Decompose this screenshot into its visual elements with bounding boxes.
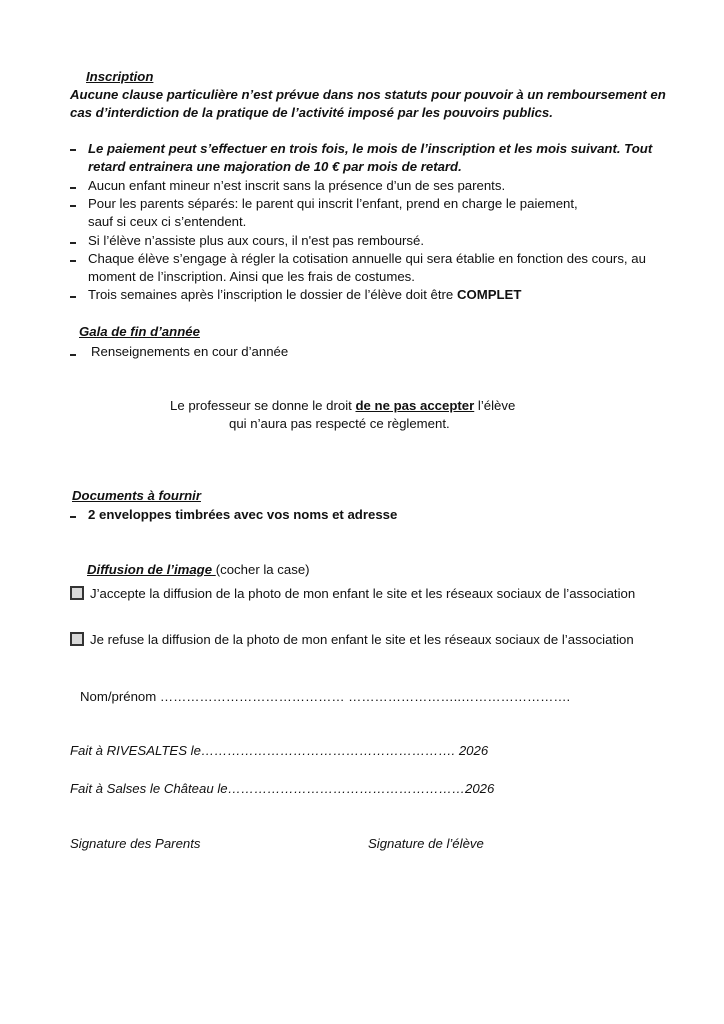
inscription-heading: Inscription bbox=[86, 69, 154, 84]
list-item: Pour les parents séparés: le parent qui inscrit l’enfant, prend en charge le paiement, bbox=[88, 196, 578, 211]
documents-heading: Documents à fournir bbox=[72, 488, 201, 503]
list-item: Si l’élève n’assiste plus aux cours, il n'est pas remboursé. bbox=[88, 233, 425, 248]
list-item: Aucun enfant mineur n’est inscrit sans la présence d’un de ses parents. bbox=[88, 178, 506, 193]
bullet-dash bbox=[70, 205, 76, 207]
bullet-dash bbox=[70, 354, 76, 356]
clause-line-2: cas d’interdiction de la pratique de l’activité imposé par les pouvoirs publics. bbox=[70, 105, 553, 120]
accept-label: J’accepte la diffusion de la photo de mon enfant le site et les réseaux sociaux de l’association bbox=[90, 586, 636, 601]
notice-text: Le professeur se donne le droit bbox=[170, 398, 356, 413]
signature-parents-label: Signature des Parents bbox=[70, 836, 201, 851]
bullet-dash bbox=[70, 296, 76, 298]
clause-line-1: Aucune clause particulière n’est prévue dans nos statuts pour pouvoir à un remboursement en bbox=[70, 87, 666, 102]
notice-line-2: qui n’aura pas respecté ce règlement. bbox=[229, 416, 450, 431]
notice-emphasis: de ne pas accepter bbox=[355, 398, 475, 413]
list-item-continuation: sauf si ceux ci s’entendent. bbox=[88, 214, 247, 229]
bullet-dash bbox=[70, 260, 76, 262]
accept-checkbox[interactable] bbox=[70, 586, 84, 600]
bullet-dash bbox=[70, 187, 76, 189]
image-rights-hint: (cocher la case) bbox=[215, 562, 310, 577]
gala-item: Renseignements en cour d’année bbox=[91, 344, 289, 359]
notice-line-1 bbox=[170, 398, 515, 413]
list-item-continuation: moment de l’inscription. Ainsi que les frais de costumes. bbox=[88, 269, 415, 284]
list-item: Le paiement peut s’effectuer en trois fois, le mois de l’inscription et les mois suivant. Tout bbox=[88, 141, 653, 156]
list-item-text: Trois semaines après l’inscription le dossier de l’élève doit être bbox=[88, 287, 457, 302]
list-item: Chaque élève s’engage à régler la cotisation annuelle qui sera établie en fonction des cours, au bbox=[88, 251, 646, 266]
gala-heading: Gala de fin d’année bbox=[79, 324, 200, 339]
bullet-dash bbox=[70, 149, 76, 151]
refuse-label: Je refuse la diffusion de la photo de mon enfant le site et les réseaux sociaux de l’association bbox=[90, 632, 634, 647]
notice-text-end: l’élève bbox=[474, 398, 516, 413]
fait-salses-field[interactable]: Fait à Salses le Château le………………………………………………2026 bbox=[70, 781, 495, 796]
bullet-dash bbox=[70, 516, 76, 518]
documents-item: 2 enveloppes timbrées avec vos noms et adresse bbox=[88, 507, 398, 522]
complet-emphasis: COMPLET bbox=[456, 287, 522, 302]
bullet-dash bbox=[70, 242, 76, 244]
signature-eleve-label: Signature de l’élève bbox=[368, 836, 484, 851]
fait-rivesaltes-field[interactable]: Fait à RIVESALTES le…………………………………………………. 2026 bbox=[70, 743, 489, 758]
list-item bbox=[88, 287, 521, 302]
image-rights-heading-row bbox=[87, 562, 310, 577]
list-item-continuation: retard entrainera une majoration de 10 € par mois de retard. bbox=[88, 159, 462, 174]
name-field[interactable]: Nom/prénom …………………………………… ……………………..……………………. bbox=[80, 689, 571, 704]
image-rights-heading: Diffusion de l’image bbox=[87, 562, 216, 577]
refuse-checkbox[interactable] bbox=[70, 632, 84, 646]
